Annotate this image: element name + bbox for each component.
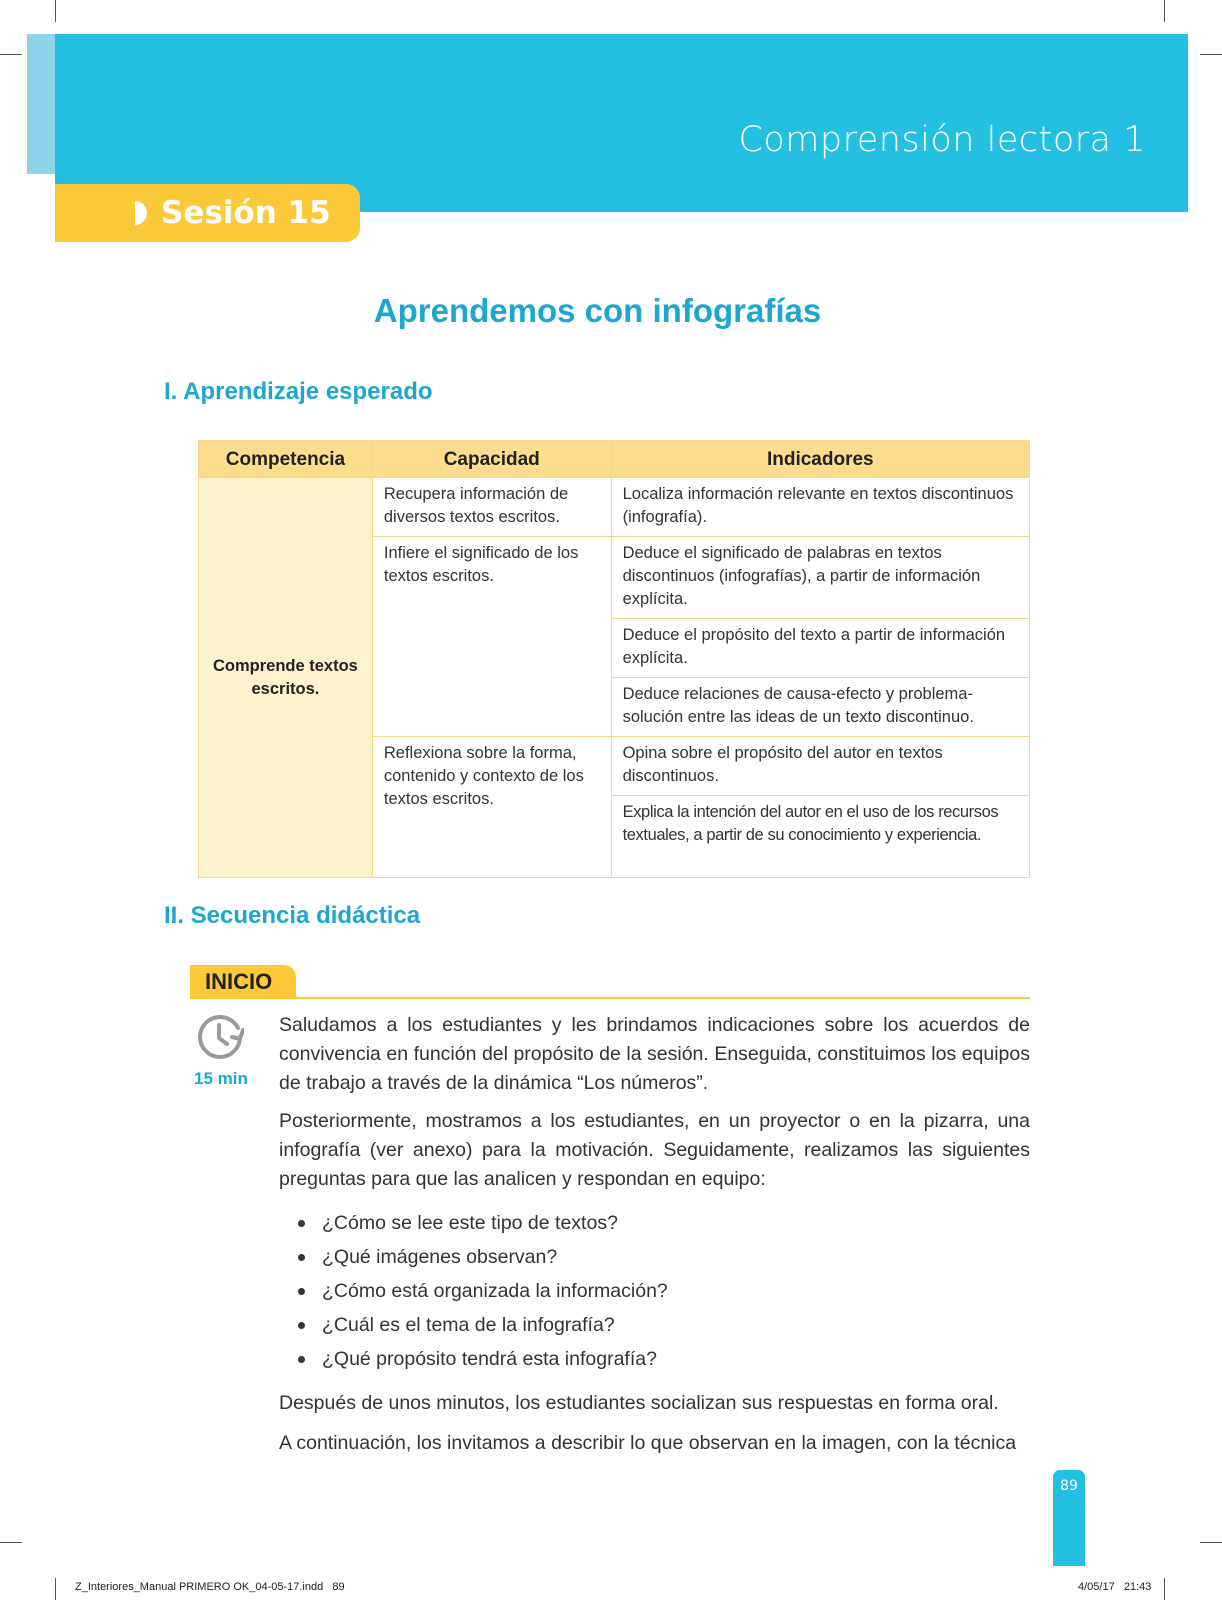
crop-mark [55, 0, 56, 22]
competencia-cell: Comprende textos escritos. [199, 478, 373, 878]
indicador-cell: Deduce el significado de palabras en textos discontinuos (infografías), a partir de información explícita. [611, 537, 1029, 619]
indicador-cell: Localiza información relevante en textos discontinuos (infografía). [611, 478, 1029, 537]
crop-mark [1164, 0, 1165, 22]
indicador-cell: Deduce el propósito del texto a partir de información explícita. [611, 619, 1029, 678]
paragraph: A continuación, los invitamos a describir lo que observan en la imagen, con la técnica [279, 1432, 1017, 1454]
inicio-tab: INICIO [190, 965, 296, 999]
section-heading-secuencia: II. Secuencia didáctica [164, 902, 421, 929]
capacidad-cell: Reflexiona sobre la forma, contenido y contexto de los textos escritos. [372, 737, 611, 878]
bullet-icon [298, 1356, 305, 1363]
question-text: ¿Cómo se lee este tipo de textos? [322, 1212, 618, 1234]
question-text: ¿Cuál es el tema de la infografía? [322, 1314, 615, 1336]
series-title: Comprensión lectora 1 [738, 120, 1146, 160]
crop-mark [0, 1542, 22, 1543]
session-tab [55, 184, 360, 242]
header-accent-strip [27, 34, 57, 174]
capacidad-cell: Recupera información de diversos textos escritos. [372, 478, 611, 537]
time-label: 15 min [194, 1069, 248, 1088]
questions-list [298, 1206, 668, 1376]
question-text: ¿Cómo está organizada la información? [322, 1280, 668, 1302]
crop-mark [1200, 1542, 1222, 1543]
paragraph: Posteriormente, mostramos a los estudiantes, en un proyector o en la pizarra, una infografía (ver anexo) para la motivación. Seguidamente, realizamos las siguientes preguntas para que las analicen y respondan en equipo: [279, 1110, 1030, 1190]
competency-table [198, 440, 1030, 878]
table-header-capacidad: Capacidad [372, 441, 611, 478]
list-item [298, 1342, 668, 1376]
bullet-icon [298, 1288, 305, 1295]
crop-mark [1164, 1578, 1165, 1600]
list-item [298, 1274, 668, 1308]
session-label: Sesión 15 [161, 195, 331, 231]
file-slug: Z_Interiores_Manual PRIMERO OK_04-05-17.indd 89 [75, 1581, 345, 1593]
list-item [298, 1308, 668, 1342]
date-slug: 4/05/17 21:43 [1078, 1581, 1152, 1593]
bullet-icon [298, 1322, 305, 1329]
table-row [199, 478, 1030, 537]
bullet-icon [298, 1254, 305, 1261]
bullet-icon [298, 1220, 305, 1227]
paragraph: Después de unos minutos, los estudiantes socializan sus respuestas en forma oral. [279, 1392, 999, 1414]
table-header-row [199, 441, 1030, 478]
list-item [298, 1240, 668, 1274]
session-marker-icon [135, 201, 147, 225]
crop-mark [55, 1578, 56, 1600]
indicador-cell: Opina sobre el propósito del autor en textos discontinuos. [611, 737, 1029, 796]
paragraph: Saludamos a los estudiantes y les brindamos indicaciones sobre los acuerdos de convivencia en función del propósito de la sesión. Enseguida, constituimos los equipos de trabajo a través de la dinámica “Los números”. [279, 1014, 1030, 1094]
clock-icon [196, 1013, 244, 1061]
capacidad-cell: Infiere el significado de los textos escritos. [372, 537, 611, 737]
indicador-cell: Deduce relaciones de causa-efecto y problema-solución entre las ideas de un texto discontinuo. [611, 678, 1029, 737]
table-header-competencia: Competencia [199, 441, 373, 478]
page-title: Aprendemos con infografías [373, 292, 822, 329]
page-number: 89 [1060, 1478, 1078, 1494]
table-header-indicadores: Indicadores [611, 441, 1029, 478]
crop-mark [1200, 54, 1222, 55]
crop-mark [0, 54, 22, 55]
section-heading-aprendizaje: I. Aprendizaje esperado [164, 378, 433, 405]
list-item [298, 1206, 668, 1240]
question-text: ¿Qué imágenes observan? [322, 1246, 558, 1268]
inicio-rule [190, 997, 1030, 999]
page-number-tab [1053, 1470, 1085, 1566]
question-text: ¿Qué propósito tendrá esta infografía? [322, 1348, 657, 1370]
indicador-cell: Explica la intención del autor en el uso de los recursos textuales, a partir de su conocimiento y experiencia. [611, 796, 1029, 878]
